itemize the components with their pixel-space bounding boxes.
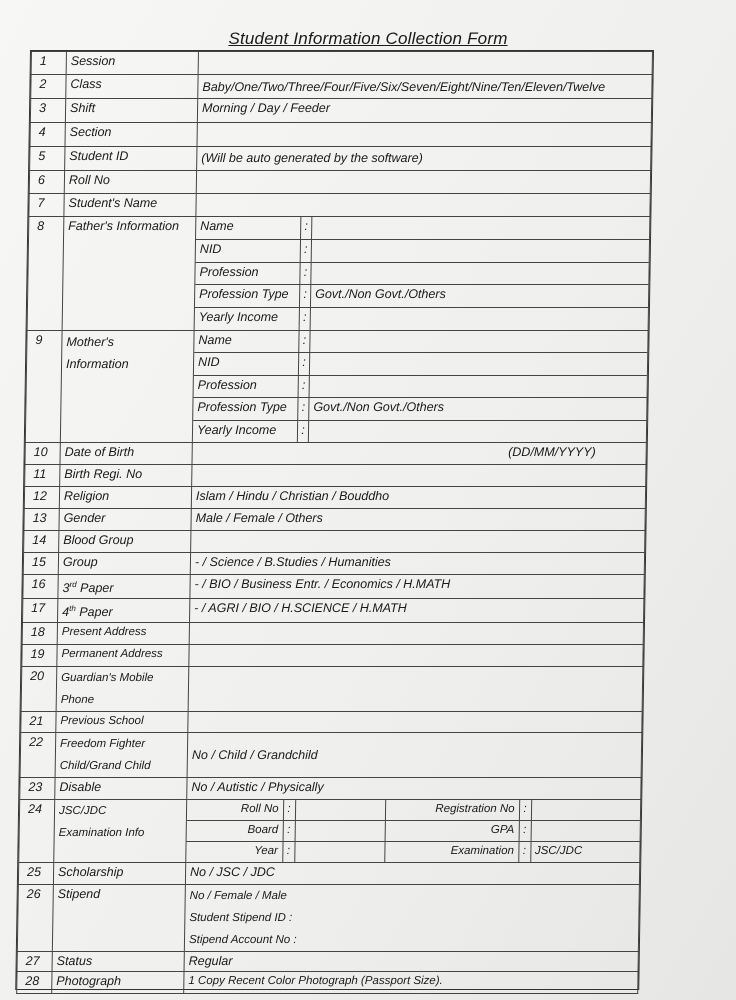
field-label: Gender — [59, 509, 191, 531]
row-session — [31, 52, 652, 75]
mother-profession-label: Profession — [194, 375, 299, 397]
disable-field[interactable]: No / Autistic / Physically — [187, 778, 641, 800]
field-label: Group — [58, 553, 190, 575]
row-student-name — [29, 194, 650, 217]
row-number: 21 — [21, 712, 56, 733]
birth-regi-field[interactable] — [192, 465, 646, 487]
row-number: 4 — [30, 123, 65, 147]
row-religion — [24, 487, 645, 509]
field-label: Student's Name — [64, 194, 196, 217]
label-line: Mother's — [66, 335, 115, 349]
father-name-label: Name — [196, 217, 301, 239]
colon: : — [283, 800, 295, 820]
freedom-fighter-field[interactable]: No / Child / Grandchild — [187, 733, 642, 778]
row-3rd-paper — [23, 575, 644, 599]
father-info-block — [194, 217, 650, 331]
colon: : — [519, 800, 531, 820]
label-line: JSC/JDC — [58, 805, 107, 818]
row-number: 22 — [20, 733, 56, 778]
field-label: Previous School — [56, 712, 188, 733]
present-address-field[interactable] — [189, 623, 643, 645]
row-roll-no — [29, 171, 650, 194]
field-label: Religion — [59, 487, 191, 509]
mother-nid-field[interactable] — [309, 353, 647, 375]
field-label: Section — [65, 123, 197, 147]
row-number: 3 — [30, 99, 65, 123]
row-jsc-jdc — [19, 800, 641, 863]
row-number: 14 — [24, 531, 59, 553]
row-number: 1 — [31, 52, 66, 75]
father-yearly-income-label: Yearly Income — [195, 308, 300, 330]
row-number: 6 — [29, 171, 64, 194]
jsc-registration-no-label: Registration No — [385, 800, 519, 820]
previous-school-field[interactable] — [188, 712, 642, 733]
father-profession-label: Profession — [195, 262, 300, 285]
section-field[interactable] — [197, 123, 651, 147]
label-sup: rd — [69, 580, 77, 589]
label-line: Child/Grand Child — [59, 760, 151, 773]
group-field[interactable]: - / Science / B.Studies / Humanities — [190, 553, 644, 575]
row-father-info — [27, 217, 650, 331]
jsc-examination-label: Examination — [384, 842, 518, 863]
jsc-year-label: Year — [186, 842, 282, 863]
jsc-gpa-label: GPA — [385, 821, 519, 842]
field-label: Father's Information — [62, 217, 196, 331]
colon: : — [298, 375, 309, 397]
field-label — [54, 800, 187, 863]
label-line: Examination Info — [58, 827, 145, 840]
stipend-id-label: Student Stipend ID : — [189, 912, 293, 925]
row-photograph — [17, 972, 638, 994]
label-part: Paper — [76, 581, 114, 596]
guardian-mobile-field[interactable] — [188, 667, 643, 712]
row-number: 27 — [17, 952, 52, 972]
row-number: 5 — [30, 147, 65, 171]
colon: : — [298, 398, 309, 420]
row-number: 9 — [25, 331, 62, 443]
row-number: 10 — [25, 443, 60, 465]
label-line: Phone — [60, 694, 95, 707]
class-field[interactable]: Baby/One/Two/Three/Four/Five/Six/Seven/Eight/Nine/Ten/Eleven/Twelve — [198, 75, 652, 99]
row-group — [23, 553, 644, 575]
mother-profession-field[interactable] — [309, 375, 647, 397]
colon: : — [297, 420, 308, 442]
field-label: Status — [52, 952, 184, 972]
mother-yearly-income-label: Yearly Income — [193, 420, 298, 442]
row-student-id — [30, 147, 651, 171]
row-previous-school — [21, 712, 642, 733]
father-yearly-income-field[interactable] — [310, 308, 648, 330]
jsc-registration-no-field[interactable] — [531, 800, 640, 820]
stipend-field[interactable] — [184, 885, 639, 952]
father-name-field[interactable] — [312, 217, 650, 239]
label-line: Information — [65, 357, 129, 371]
row-guardian-mobile — [21, 667, 643, 712]
label-part: 3 — [62, 581, 70, 596]
student-id-field: (Will be auto generated by the software) — [197, 147, 651, 171]
field-label: Stipend — [52, 885, 185, 952]
field-label — [58, 575, 190, 599]
jsc-roll-no-field[interactable] — [295, 800, 385, 820]
row-4th-paper — [23, 599, 644, 623]
field-label: Date of Birth — [60, 443, 192, 465]
row-number: 19 — [22, 645, 57, 667]
row-number: 15 — [23, 553, 58, 575]
jsc-board-field[interactable] — [295, 821, 385, 842]
colon: : — [518, 842, 530, 863]
field-label: Session — [66, 52, 198, 75]
label-part: Paper — [75, 605, 113, 620]
field-label: Roll No — [64, 171, 196, 194]
row-number: 23 — [20, 778, 55, 800]
row-number: 12 — [24, 487, 59, 509]
status-field[interactable]: Regular — [184, 952, 638, 972]
row-class — [31, 75, 652, 99]
fourth-paper-field[interactable]: - / AGRI / BIO / H.SCIENCE / H.MATH — [190, 599, 644, 623]
row-number: 11 — [25, 465, 60, 487]
stipend-account-label: Stipend Account No : — [188, 934, 297, 947]
third-paper-field[interactable]: - / BIO / Business Entr. / Economics / H.MATH — [190, 575, 644, 599]
field-label: Birth Regi. No — [60, 465, 192, 487]
father-profession-type-field[interactable]: Govt./Non Govt./Others — [310, 285, 648, 308]
colon: : — [283, 821, 295, 842]
mother-name-label: Name — [194, 331, 299, 353]
label-line: Freedom Fighter — [59, 738, 146, 751]
mother-name-field[interactable] — [310, 331, 648, 353]
colon: : — [299, 285, 310, 308]
row-number: 26 — [17, 885, 53, 952]
row-shift — [30, 99, 651, 123]
label-line: Guardian's Mobile — [61, 672, 154, 685]
colon: : — [299, 331, 310, 353]
father-nid-field[interactable] — [311, 239, 649, 262]
row-number: 16 — [23, 575, 58, 599]
mother-nid-label: NID — [194, 353, 299, 375]
row-number: 7 — [29, 194, 64, 217]
field-label: Present Address — [57, 623, 189, 645]
roll-no-field[interactable] — [196, 171, 650, 194]
blood-group-field[interactable] — [191, 531, 645, 553]
colon: : — [298, 353, 309, 375]
religion-field[interactable]: Islam / Hindu / Christian / Bouddho — [191, 487, 645, 509]
row-number: 2 — [31, 75, 66, 99]
session-field[interactable] — [198, 52, 652, 75]
colon: : — [519, 821, 531, 842]
colon: : — [301, 217, 312, 239]
field-label — [55, 733, 188, 778]
row-freedom-fighter — [20, 733, 642, 778]
dob-field[interactable]: (DD/MM/YYYY) — [192, 443, 646, 465]
row-number: 24 — [19, 800, 55, 863]
field-label: Photograph — [52, 972, 184, 994]
field-label — [58, 599, 190, 623]
label-part: 4 — [62, 605, 70, 620]
field-label: Permanent Address — [57, 645, 189, 667]
field-label — [60, 331, 194, 443]
permanent-address-field[interactable] — [189, 645, 643, 667]
field-label — [56, 667, 189, 712]
row-number: 17 — [23, 599, 58, 623]
colon: : — [300, 262, 311, 285]
row-number: 13 — [24, 509, 59, 531]
photograph-field[interactable]: 1 Copy Recent Color Photograph (Passport Size). — [184, 972, 638, 994]
jsc-examination-field[interactable]: JSC/JDC — [530, 842, 639, 863]
jsc-gpa-field[interactable] — [531, 821, 640, 842]
field-label: Scholarship — [53, 863, 185, 885]
row-number: 8 — [27, 217, 64, 331]
mother-profession-type-label: Profession Type — [193, 398, 298, 420]
row-number: 18 — [22, 623, 57, 645]
field-label: Student ID — [65, 147, 197, 171]
colon: : — [282, 842, 294, 863]
row-status — [17, 952, 638, 972]
row-scholarship — [18, 863, 639, 885]
row-number: 20 — [21, 667, 57, 712]
jsc-board-label: Board — [187, 821, 283, 842]
father-profession-field[interactable] — [311, 262, 649, 285]
student-info-form — [15, 50, 654, 990]
row-stipend — [17, 885, 639, 952]
field-label: Blood Group — [59, 531, 191, 553]
row-permanent-address — [22, 645, 643, 667]
student-name-field[interactable] — [196, 194, 650, 217]
colon: : — [300, 239, 311, 262]
row-gender — [24, 509, 645, 531]
form-table — [16, 51, 653, 994]
row-section — [30, 123, 651, 147]
row-mother-info — [25, 331, 648, 443]
jsc-jdc-block — [186, 800, 641, 863]
shift-field[interactable]: Morning / Day / Feeder — [197, 99, 651, 123]
row-birth-regi — [25, 465, 646, 487]
jsc-year-field[interactable] — [294, 842, 384, 863]
field-label: Class — [66, 75, 198, 99]
scholarship-field[interactable]: No / JSC / JDC — [185, 863, 639, 885]
father-profession-type-label: Profession Type — [195, 285, 300, 308]
colon: : — [299, 308, 310, 330]
gender-field[interactable]: Male / Female / Others — [191, 509, 645, 531]
mother-yearly-income-field[interactable] — [308, 420, 646, 442]
row-disable — [20, 778, 641, 800]
jsc-roll-no-label: Roll No — [187, 800, 283, 820]
mother-profession-type-field[interactable]: Govt./Non Govt./Others — [309, 398, 647, 420]
form-title: Student Information Collection Form — [228, 29, 508, 48]
row-dob — [25, 443, 646, 465]
father-nid-label: NID — [196, 239, 301, 262]
stipend-options: No / Female / Male — [189, 890, 287, 903]
row-number: 25 — [18, 863, 53, 885]
mother-info-block — [192, 331, 648, 443]
field-label: Shift — [65, 99, 197, 123]
field-label: Disable — [55, 778, 187, 800]
label-sup: th — [69, 604, 76, 614]
row-blood-group — [24, 531, 645, 553]
row-present-address — [22, 623, 643, 645]
row-number: 28 — [17, 972, 52, 994]
